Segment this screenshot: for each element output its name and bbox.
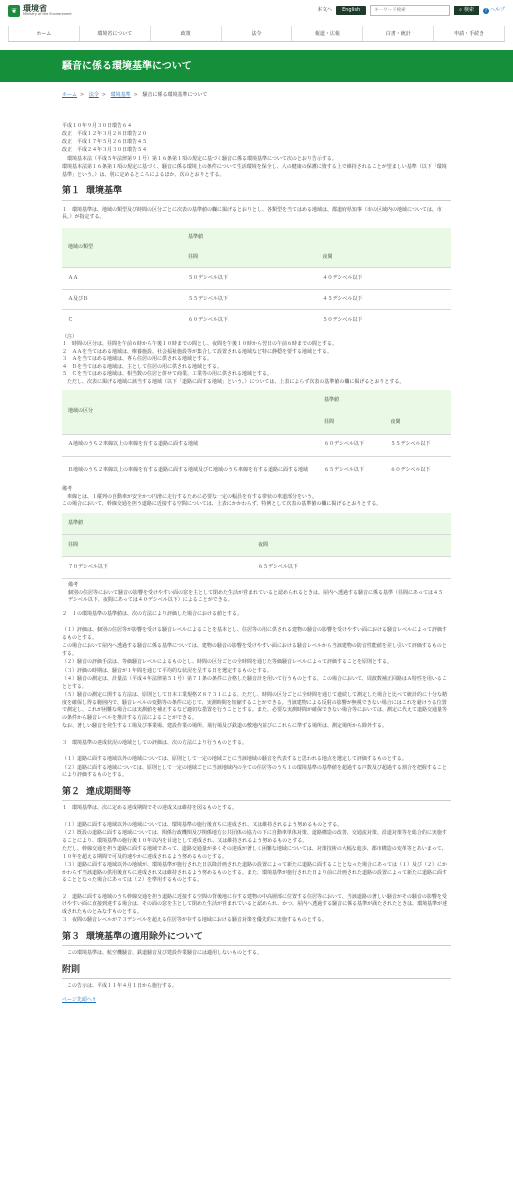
search-input[interactable] <box>370 5 450 16</box>
table-row: Ａ地域のうち２車線以上の車線を有する道路に面する地域 ６０デシベル以下 ５５デシベル以下 <box>62 434 451 456</box>
table-header-night: 夜間 <box>317 248 452 268</box>
table-header-day: 昼間 <box>182 248 317 268</box>
breadcrumb-separator: > <box>101 92 107 98</box>
skip-to-content-link[interactable]: 本文へ <box>317 6 333 13</box>
gnav-item-application[interactable]: 申請・手続き <box>433 26 505 41</box>
site-header <box>0 0 513 22</box>
breadcrumb-separator: > <box>133 92 138 98</box>
breadcrumb-law[interactable]: 法令 <box>88 92 99 98</box>
amendment-line: 改正 平成１７年５月２６日環告４５ <box>62 138 148 145</box>
section2-body: １ 環境基準は、次に定める達成期間でその達成又は維持を図るものとする。 （１）道路に面する地域以外の地域については、環境基準の施行後直ちに達成され、又は維持されるよう努めるものとする。 （２）既設の道路に面する地域については、関係行政機関及び関係地方公共団体の協力の下に自動車単体対策、道路構造の改善、交通流対策、沿道対策等を総合的に実施することにより、環境基準の施行後１０年以内を目途として達成され、又は維持されるよう努めるものとする。 ただし、幹線交通を担う道路に面する地域であって、道路交通量が多くその達成が著しく困難な地域については、対策技術の大幅な進歩、都市構造の変革等とあいまって、１０年を超える期間で可及的速やかに達成されるよう努めるものとする。 （３）道路に面する地域以外の地域が、環境基準が施行された日以降計画された道路の設置によって新たに道路に面することとなった場合にあっては（１）及び（２）にかかわらず当該道路の供用後直ちに達成され又は維持されるよう努めるものとする。また、環境基準が施行された日より前に計画された道路の設置によって新たに道路に面することとなった場合にあっては（２）を準用するものとする。 ２ 道路に面する地域のうち幹線交通を担う道路に近接する空間の背後地に存する建物の中高層部に位置する住居等において、当該道路の著しい騒音がその騒音の影響を受けやすい面に直接到達する場合は、その面の窓を主として閉めた生活が営まれていると認められ、かつ、屋内へ透過する騒音に係る基準が満たされたときは、環境基準が達成されたものとみなすものとする。 ３ 夜間の騒音レベルが７３デシベルを超える住居等が存する地域における騒音対策を優先的に実施するものとする。 <box>62 805 448 923</box>
section-heading-2: 第２ 達成期間等 <box>62 786 451 802</box>
table-header-night: 夜間 <box>385 412 452 434</box>
amendment-line: 平成１０年９月３０日環告６４ <box>62 122 133 129</box>
gnav-item-law[interactable]: 法令 <box>221 26 292 41</box>
supplementary-paragraph: この告示は、平成１１年４月１日から施行する。 <box>62 983 178 989</box>
help-label: ヘルプ <box>489 6 505 13</box>
table-header-day: 昼間 <box>318 412 385 434</box>
table-row: Ｂ地域のうち２車線以上の車線を有する道路に面する地域及びＣ地域のうち車線を有する道路に面する地域 ６５デシベル以下 ６０デシベル以下 <box>62 456 451 484</box>
gnav-item-home[interactable]: ホーム <box>8 26 79 41</box>
table-header-day: 昼間 <box>62 535 252 557</box>
table-header-standard: 基準値 <box>182 228 451 248</box>
table-header-night: 夜間 <box>252 535 451 557</box>
section-heading-1: 第１ 環境基準 <box>62 185 451 201</box>
breadcrumb <box>62 92 513 100</box>
standards-table-roadside <box>62 390 451 484</box>
table-row: ＡＡ ５０デシベル以下 ４０デシベル以下 <box>62 268 451 290</box>
table-row: Ｃ ６０デシベル以下 ５０デシベル以下 <box>62 310 451 332</box>
breadcrumb-env-standards[interactable]: 環境基準 <box>110 92 131 98</box>
breadcrumb-separator: > <box>80 92 85 98</box>
gnav-item-press[interactable]: 報道・広報 <box>291 26 362 41</box>
breadcrumb-current: 騒音に係る環境基準について <box>142 92 208 98</box>
amendment-history <box>62 122 451 154</box>
gnav-item-about[interactable]: 環境省について <box>79 26 150 41</box>
global-nav <box>8 26 505 42</box>
section-heading-3: 第３ 環境基準の適用除外について <box>62 931 451 947</box>
logo-name: 環境省 <box>23 3 47 13</box>
intro-paragraph: 環境基本法第１６条第１項の規定に基づく、騒音に係る環境上の条件について生活環境を保全し、人の健康の保護に資する上で維持されることが望ましい基準（以下「環境基準」という。）は、別に定めるところによるほか、次のとおりとする。 <box>62 164 447 178</box>
table-row: Ａ及びＢ ５５デシベル以下 ４５デシベル以下 <box>62 290 451 310</box>
table-header-area-type: 地域の類型 <box>62 228 182 268</box>
table-row: ７０デシベル以下 ６５デシベル以下 <box>62 557 451 579</box>
table-notes: 備考 車線とは、１縦列の自動車が安全かつ円滑に走行するために必要な一定の幅員を有する帯状の車道部分をいう。 この場合において、幹線交通を担う道路に近接する空間については、上表にかかわらず、特例として次表の基準値の欄に掲げるとおりとする。 <box>62 486 382 507</box>
search-icon: ⌕ <box>459 6 462 13</box>
main-content <box>62 122 451 1005</box>
page-title: 騒音に係る環境基準について <box>62 60 192 72</box>
gnav-item-policy[interactable]: 政策 <box>150 26 221 41</box>
logo-subtitle: Ministry of the Environment <box>23 12 72 17</box>
table-notes: （注） １ 時間の区分は、昼間を午前６時から午後１０時までの間とし、夜間を午後１０時から翌日の午前６時までの間とする。 ２ ＡＡを当てはめる地域は、療養施設、社会福祉施設等が集合して設置される地域など特に静穏を要する地域とする。 ３ Ａを当てはめる地域は、専ら住居の用に供される地域とする。 ４ Ｂを当てはめる地域は、主として住居の用に供される地域とする。 ５ Ｃを当てはめる地域は、相当数の住居と併せて商業、工業等の用に供される地域とする。 ただし、次表に掲げる地域に該当する地域（以下「道路に面する地域」という。）については、上表によらず次表の基準値の欄に掲げるとおりとする。 <box>62 333 405 385</box>
standards-table-general <box>62 228 451 332</box>
logo-leaf-icon: ❦ <box>8 5 20 17</box>
standards-table-trunk-road <box>62 513 451 608</box>
amendment-line: 改正 平成１２年３月２８日環告２０ <box>62 130 148 137</box>
table-header-area-class: 地域の区分 <box>62 390 318 434</box>
search-button-label: 検索 <box>463 6 474 13</box>
amendment-line: 改正 平成２４年３月３０日環告５４ <box>62 146 148 153</box>
page-top-link[interactable]: ページ先頭へ↑ <box>62 996 97 1003</box>
evaluation-method: ２ １の環境基準の基準値は、次の方法により評価した場合における値とする。 （１）評価は、個別の住居等が影響を受ける騒音レベルによることを基本とし、住居等の用に供される建物の騒音の影響を受けやすい面における騒音レベルによって評価するものとする。 この場合において屋内へ透過する騒音に係る基準については、建物の騒音の影響を受けやすい面における騒音レベルから当該建物の防音性能値を差し引いて評価するものとする。 （２）騒音の評価手法は、等価騒音レベルによるものとし、時間の区分ごとの全時間を通じた等価騒音レベルによって評価することを原則とする。 （３）評価の時期は、騒音が１年間を通じて平均的な状況を呈する日を選定するものとする。 （４）騒音の測定は、計量法（平成４年法律第５１号）第７１条の条件に合格した騒音計を用いて行うものとする。この場合において、周波数補正回路はＡ特性を用いることとする。 （５）騒音の測定に関する方法は、原則として日本工業規格Ｚ８７３１による。ただし、時間の区分ごとに全時間を通じて連続して測定した場合と比べて統計的に十分な精度を確保し得る範囲内で、騒音レベルの変動等の条件に応じて、実測時間を短縮することができる。当該建物による反射の影響が無視できない場合にはこれを避けうる位置で測定し、これが困難な場合には実測値を補正するなど適切な措置を行うこととする。また、必要な実測時間が確保できない場合等においては、測定に代えて道路交通量等の条件から騒音レベルを推計する方法によることができる。 なお、著しい騒音を発生する工場及び事業場、建設作業の場所、飛行場及び鉄道の敷地内並びにこれらに準ずる場所は、測定場所から除外する。 ３ 環境基準の達成状況の地域としての評価は、次の方法により行うものとする。 （１）道路に面する地域以外の地域については、原則として一定の地域ごとに当該地域の騒音を代表すると思われる地点を選定して評価するものとする。 （２）道路に面する地域については、原則として一定の地域ごとに当該地域内の全ての住居等のうち１の環境基準の基準値を超過する戸数及び超過する割合を把握することにより評価するものとする。 <box>62 610 448 778</box>
help-link[interactable] <box>483 7 505 15</box>
supplementary-heading: 附則 <box>62 964 451 980</box>
table-header-standard: 基準値 <box>318 390 451 412</box>
english-button[interactable]: English <box>336 6 366 16</box>
section1-paragraph: １ 環境基準は、地域の類型及び時間の区分ごとに次表の基準値の欄に掲げるとおりとし、各類型を当てはめる地域は、都道府県知事（市の区域内の地域については、市長。）が指定する。 <box>62 206 442 220</box>
title-banner <box>0 50 513 82</box>
help-icon: ? <box>484 7 488 13</box>
breadcrumb-home[interactable]: ホーム <box>62 92 78 98</box>
site-logo[interactable] <box>8 5 72 18</box>
table-remark-row: 備考 個別の住居等において騒音の影響を受けやすい面の窓を主として閉めた生活が営まれていると認められるときは、屋内へ透過する騒音に係る基準（昼間にあっては４５デシベル以下、夜間にあっては４０デシベル以下）によることができる。 <box>62 579 451 608</box>
table-header-standard: 基準値 <box>62 513 451 535</box>
section3-paragraph: この環境基準は、航空機騒音、鉄道騒音及び建設作業騒音には適用しないものとする。 <box>62 950 263 956</box>
gnav-item-whitepaper[interactable]: 白書・統計 <box>362 26 433 41</box>
intro-paragraph: 環境基本法（平成５年法律第９１号）第１６条第１項の規定に基づく騒音に係る環境基準について次のとおり告示する。 <box>62 155 337 162</box>
search-button[interactable] <box>454 6 479 16</box>
